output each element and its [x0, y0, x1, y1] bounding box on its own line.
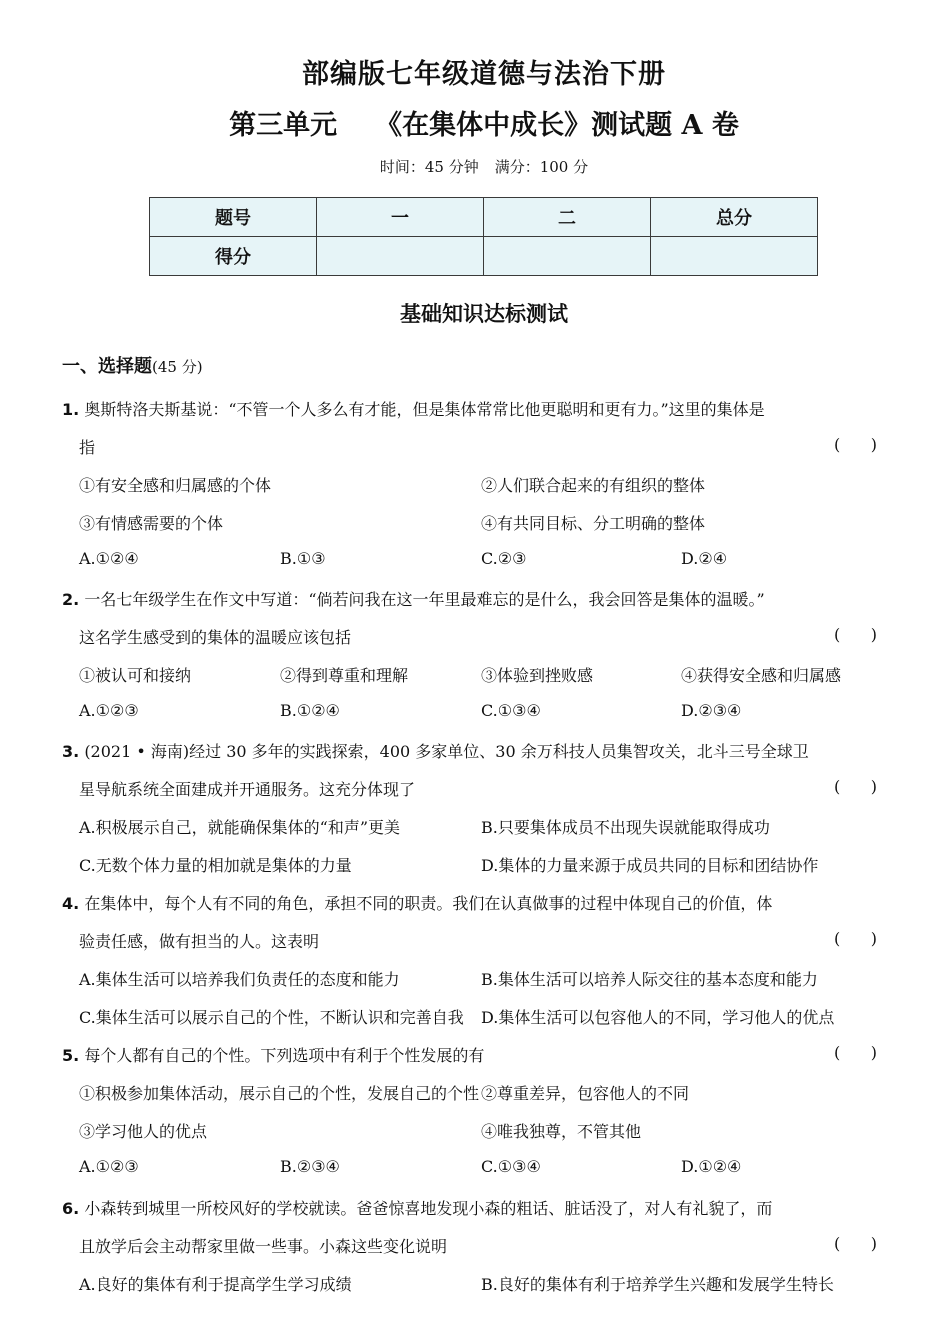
- question-text: 小森转到城里一所校风好的学校就读。爸爸惊喜地发现小森的粗话、脏话没了，对人有礼貌了，而: [84, 1199, 773, 1218]
- answer-option: D.集体生活可以包容他人的不同，学习他人的优点: [481, 1008, 835, 1027]
- score-table: [149, 197, 818, 276]
- answer-option: C.集体生活可以展示自己的个性，不断认识和完善自我: [79, 1008, 464, 1027]
- question-text: 奥斯特洛夫斯基说：“不管一个人多么有才能，但是集体常常比他更聪明和更有力。”这里的集体是: [84, 400, 765, 419]
- answer-option: A.①②③: [79, 1157, 139, 1176]
- answer-option: B.良好的集体有利于培养学生兴趣和发展学生特长: [481, 1275, 834, 1294]
- question-number: 5.: [62, 1046, 80, 1065]
- statement-item: ④唯我独尊，不管其他: [481, 1122, 642, 1141]
- score-entry-cell: [484, 237, 651, 276]
- score-table-cell: 二: [484, 198, 651, 237]
- answer-option: B.集体生活可以培养人际交往的基本态度和能力: [481, 970, 818, 989]
- question-stem: [62, 587, 765, 610]
- score-entry-cell: [651, 237, 818, 276]
- statement-item: ①被认可和接纳: [79, 666, 192, 685]
- statement-item: ②人们联合起来的有组织的整体: [481, 476, 706, 495]
- answer-option: D.①②④: [681, 1157, 742, 1176]
- time-limit: 时间：45 分钟: [379, 158, 479, 176]
- answer-option: C.①③④: [481, 701, 541, 720]
- score-table-header-row: [150, 198, 818, 237]
- question-text: 在集体中，每个人有不同的角色，承担不同的职责。我们在认真做事的过程中体现自己的价值，体: [84, 894, 773, 913]
- question-stem-cont: 星导航系统全面建成并开通服务。这充分体现了: [79, 780, 416, 799]
- statement-item: ②得到尊重和理解: [280, 666, 409, 685]
- statement-item: ④获得安全感和归属感: [681, 666, 842, 685]
- question-stem-cont: 这名学生感受到的集体的温暖应该包括: [79, 628, 352, 647]
- answer-option: B.只要集体成员不出现失误就能取得成功: [481, 818, 770, 837]
- answer-option: A.良好的集体有利于提高学生学习成绩: [79, 1275, 352, 1294]
- question-stem: [62, 1196, 772, 1219]
- answer-option: B.①③: [280, 549, 326, 568]
- question-stem-cont: 且放学后会主动帮家里做一些事。小森这些变化说明: [79, 1237, 448, 1256]
- full-score: 满分：100 分: [494, 158, 589, 176]
- answer-option: C.②③: [481, 549, 527, 568]
- question-number: 1.: [62, 400, 80, 419]
- answer-blank: ( ): [834, 625, 877, 644]
- question-stem: [62, 739, 809, 762]
- section-title: 基础知识达标测试: [400, 302, 568, 326]
- answer-option: D.②③④: [681, 701, 742, 720]
- answer-option: D.集体的力量来源于成员共同的目标和团结协作: [481, 856, 819, 875]
- question-stem-cont: 验责任感，做有担当的人。这表明: [79, 932, 320, 951]
- answer-blank: ( ): [834, 1234, 877, 1253]
- statement-item: ③学习他人的优点: [79, 1122, 208, 1141]
- exam-time-info: [0, 156, 950, 177]
- part-title: 一、选择题: [62, 356, 152, 377]
- score-entry-cell: [317, 237, 484, 276]
- question-stem-cont: 指: [79, 438, 96, 457]
- question-number: 4.: [62, 894, 80, 913]
- answer-option: D.②④: [681, 549, 728, 568]
- question-number: 6.: [62, 1199, 80, 1218]
- question-stem: [62, 891, 772, 914]
- answer-option: A.积极展示自己，就能确保集体的“和声”更美: [79, 818, 401, 837]
- exam-title: 部编版七年级道德与法治下册: [302, 59, 666, 90]
- statement-item: ①积极参加集体活动，展示自己的个性，发展自己的个性: [79, 1084, 480, 1103]
- unit-label: 第三单元: [229, 110, 338, 141]
- statement-item: ②尊重差异，包容他人的不同: [481, 1084, 690, 1103]
- exam-subtitle: [0, 103, 950, 142]
- unit-name: 《在集体中成长》测试题 A 卷: [375, 110, 739, 141]
- question-text: 一名七年级学生在作文中写道：“倘若问我在这一年里最难忘的是什么，我会回答是集体的温暖。”: [84, 590, 765, 609]
- question-number: 2.: [62, 590, 80, 609]
- answer-option: A.集体生活可以培养我们负责任的态度和能力: [79, 970, 400, 989]
- question-stem: [62, 1043, 484, 1066]
- answer-blank: ( ): [834, 435, 877, 454]
- score-table-score-row: [150, 237, 818, 276]
- part-score: (45 分): [152, 358, 203, 376]
- question-text: 每个人都有自己的个性。下列选项中有利于个性发展的有: [84, 1046, 485, 1065]
- question-number: 3.: [62, 742, 80, 761]
- answer-option: A.①②③: [79, 701, 139, 720]
- answer-blank: ( ): [834, 777, 877, 796]
- statement-item: ①有安全感和归属感的个体: [79, 476, 272, 495]
- answer-option: A.①②④: [79, 549, 139, 568]
- statement-item: ③体验到挫败感: [481, 666, 594, 685]
- answer-option: B.①②④: [280, 701, 340, 720]
- part-heading: [62, 352, 203, 378]
- answer-blank: ( ): [834, 1043, 877, 1062]
- score-table-cell: 得分: [150, 237, 317, 276]
- score-table-cell: 题号: [150, 198, 317, 237]
- statement-item: ③有情感需要的个体: [79, 514, 224, 533]
- score-table-cell: 总分: [651, 198, 818, 237]
- question-text: (2021 • 海南)经过 30 多年的实践探索，400 多家单位、30 余万科技人员集智攻关，北斗三号全球卫: [84, 742, 809, 761]
- answer-blank: ( ): [834, 929, 877, 948]
- question-stem: [62, 397, 765, 420]
- statement-item: ④有共同目标、分工明确的整体: [481, 514, 706, 533]
- answer-option: B.②③④: [280, 1157, 340, 1176]
- score-table-cell: 一: [317, 198, 484, 237]
- answer-option: C.①③④: [481, 1157, 541, 1176]
- answer-option: C.无数个体力量的相加就是集体的力量: [79, 856, 352, 875]
